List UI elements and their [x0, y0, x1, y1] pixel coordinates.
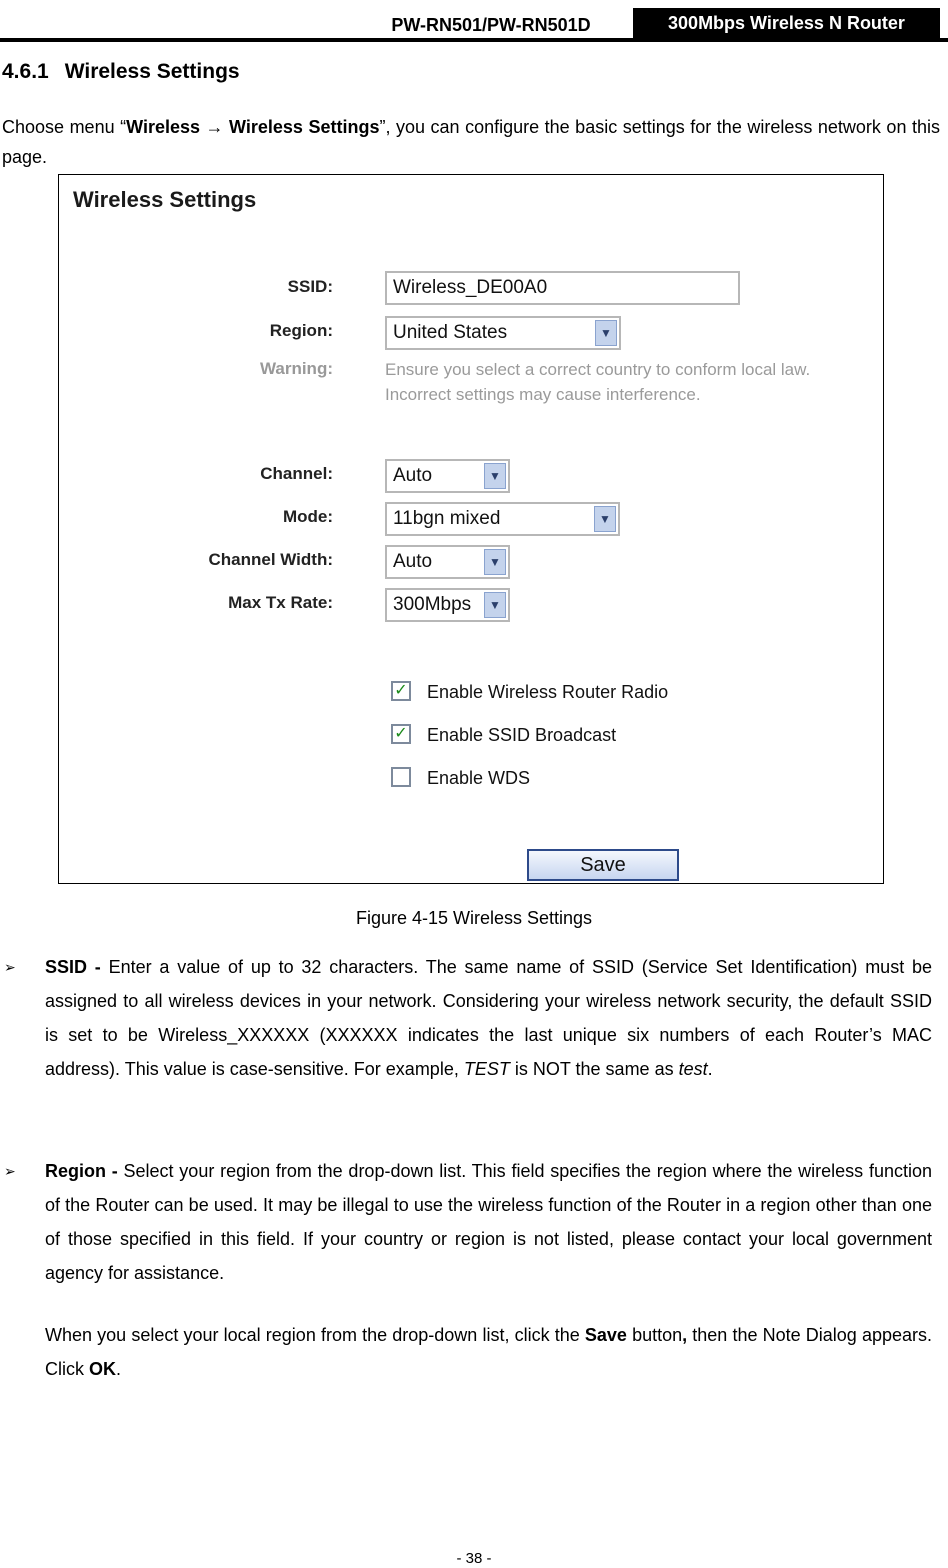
- note-text-3: then the Note Dialog appears. Click: [45, 1325, 932, 1379]
- ssid-label: SSID:: [287, 277, 333, 296]
- note-text-2: button: [626, 1325, 683, 1345]
- section-title: Wireless Settings: [64, 60, 240, 83]
- chevron-down-icon[interactable]: ▼: [484, 592, 506, 618]
- enable-ssid-broadcast-label: Enable SSID Broadcast: [427, 725, 617, 745]
- ssid-desc-2: is NOT the same as: [509, 1059, 679, 1079]
- channel-select[interactable]: [385, 459, 510, 493]
- note-text-4: .: [116, 1359, 122, 1379]
- header-model: PW-RN501/PW-RN501D: [391, 15, 591, 35]
- ssid-desc-3: .: [707, 1059, 713, 1079]
- channel-value: Auto: [393, 465, 433, 486]
- header-product: 300Mbps Wireless N Router: [633, 8, 940, 38]
- channel-width-select[interactable]: [385, 545, 510, 579]
- page-number: - 38 -: [456, 1550, 492, 1567]
- enable-radio-label: Enable Wireless Router Radio: [427, 682, 669, 702]
- chevron-down-icon[interactable]: ▼: [594, 506, 616, 532]
- enable-ssid-broadcast-checkbox[interactable]: ✓: [391, 724, 411, 744]
- intro-arrow: →: [200, 117, 230, 137]
- ssid-desc-1: Enter a value of up to 32 characters. The same name of SSID (Service Set Identification) must be assigned to all wireless devices in your network. Considering your wireless network security, the default SSID is set to be Wireless_XXXXXX (XXXXXX indicates the last unique six numbers of each Router’s MAC address). This value is case-sensitive. For example,: [45, 957, 933, 1079]
- note-comma: ,: [682, 1325, 688, 1345]
- region-select[interactable]: [385, 316, 621, 350]
- channel-width-value: Auto: [393, 551, 433, 572]
- mode-value: 11bgn mixed: [393, 508, 501, 529]
- chevron-down-icon[interactable]: ▼: [595, 320, 617, 346]
- section-number: 4.6.1: [2, 60, 49, 83]
- ssid-example-upper: TEST: [463, 1059, 510, 1079]
- max-tx-rate-select[interactable]: [385, 588, 510, 622]
- mode-label: Mode:: [282, 507, 333, 526]
- region-bullet-text: [45, 1154, 932, 1290]
- warning-line-2: Incorrect settings may cause interference.: [385, 385, 701, 404]
- channel-width-label: Channel Width:: [208, 550, 333, 569]
- channel-label: Channel:: [260, 464, 333, 483]
- intro-menu-wireless-settings: Wireless Settings: [229, 117, 380, 137]
- chevron-down-icon[interactable]: ▼: [484, 463, 506, 489]
- panel-title: Wireless Settings: [73, 187, 257, 212]
- ssid-example-lower: test: [678, 1059, 708, 1079]
- note-save: Save: [584, 1325, 627, 1345]
- note-paragraph: [45, 1318, 932, 1386]
- mode-select[interactable]: [385, 502, 620, 536]
- ssid-bullet-text: [45, 950, 932, 1086]
- warning-text: [385, 357, 810, 407]
- ssid-term: SSID -: [45, 957, 109, 977]
- bullet-arrow-icon: ➢: [4, 1163, 16, 1179]
- enable-wds-checkbox[interactable]: [391, 767, 411, 787]
- note-text-1: When you select your local region from the drop-down list, click the: [45, 1325, 585, 1345]
- region-value: United States: [393, 322, 508, 343]
- enable-radio-checkbox[interactable]: ✓: [391, 681, 411, 701]
- enable-wds-label: Enable WDS: [427, 768, 531, 788]
- max-tx-rate-value: 300Mbps: [393, 594, 472, 615]
- warning-label: Warning:: [259, 359, 333, 378]
- section-heading: [2, 60, 240, 84]
- intro-text-1: Choose menu “: [2, 117, 127, 137]
- intro-menu-wireless: Wireless: [126, 117, 200, 137]
- region-desc: Select your region from the drop-down list. This field specifies the region where the wireless function of the Router can be used. It may be illegal to use the wireless function of the Router in a region other than one of those specified in this field. If your country or region is not listed, please contact your local government agency for assistance.: [45, 1161, 932, 1283]
- warning-line-1: Ensure you select a correct country to conform local law.: [385, 360, 811, 379]
- note-ok: OK: [89, 1359, 116, 1379]
- save-button[interactable]: Save: [527, 849, 679, 881]
- figure-caption: Figure 4-15 Wireless Settings: [355, 908, 593, 928]
- bullet-arrow-icon: ➢: [4, 959, 16, 975]
- ssid-input[interactable]: Wireless_DE00A0: [385, 271, 740, 305]
- region-term: Region -: [45, 1161, 124, 1181]
- intro-text-2: ”, you can configure the basic settings for the wireless network on this page.: [2, 117, 940, 167]
- wireless-settings-figure: [58, 174, 884, 884]
- intro-paragraph: [2, 112, 940, 172]
- header-rule: [0, 38, 948, 42]
- chevron-down-icon[interactable]: ▼: [484, 549, 506, 575]
- max-tx-rate-label: Max Tx Rate:: [228, 593, 333, 612]
- region-label: Region:: [269, 321, 333, 340]
